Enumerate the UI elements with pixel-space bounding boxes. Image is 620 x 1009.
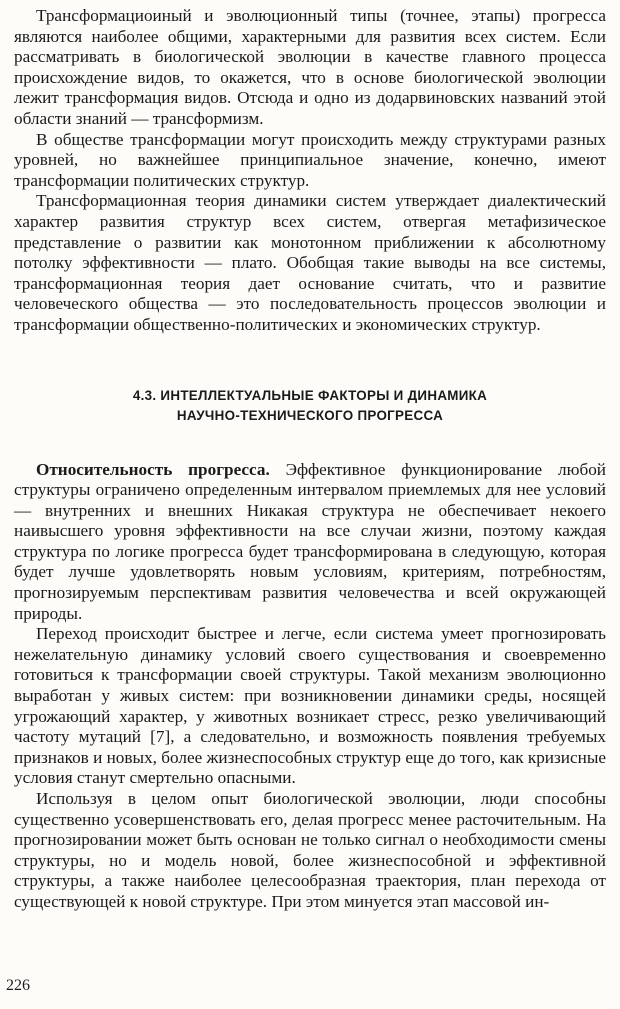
section-heading [14,386,606,426]
paragraph: Трансформационная теория динамики систем утверждает диалектический характер развития структур всех систем, отвергая метафизическое представление о развитии как монотонном приближении к абсолютному потолку эффективности — плато. Обобщая такие выводы на все системы, трансформационная теория дает основание считать, что и развитие человеческого общества — это последовательность процессов эволюции и трансформации общественно-политических и экономических структур. [14,191,606,334]
paragraph: Используя в целом опыт биологической эволюции, люди способны существенно усовершенствовать его, делая прогресс менее расточительным. На прогнозировании может быть основан не только сигнал о необходимости смены структуры, но и модель новой, более жизнеспособной и эффективной структуры, а также наиболее целесообразная траектория, план перехода от существующей к новой структуре. При этом минуется этап массовой ин- [14,789,606,911]
paragraph-text: Эффективное функционирование любой структуры ограничено определенным интервалом приемлемых для нее условий — внутренних и внешних Никакая структура не обеспечивает некоего наивысшего уровня эффективности на все случаи жизни, поэтому каждая структура по логике прогресса будет трансформирована в следующую, которая будет лучше удовлетворять новым условиям, критериям, потребностям, прогнозируемым перспективам развития человечества и всей окружающей природы. [14,459,606,623]
paragraph: Переход происходит быстрее и легче, если система умеет прогнозировать нежелательную динамику условий своего существования и своевременно готовиться к трансформации своей структуры. Такой механизм эволюционно выработан у живых систем: при возникновении динамики среды, носящей угрожающий характер, у животных возникает стресс, резко увеличивающий частоту мутаций [7], а следовательно, и возможность появления требуемых признаков и новых, более жизнеспособных структур еще до того, как кризисные условия станут смертельно опасными. [14,624,606,788]
paragraph [14,460,606,625]
heading-line-2: НАУЧНО-ТЕХНИЧЕСКОГО ПРОГРЕССА [176,407,444,423]
run-in-heading: Относительность прогресса. [36,459,270,479]
section-intro [14,6,606,336]
heading-line-1: 4.3. ИНТЕЛЛЕКТУАЛЬНЫЕ ФАКТОРЫ И ДИНАМИКА [132,387,488,403]
paragraph: В обществе трансформации могут происходить между структурами разных уровней, но важнейшее принципиальное значение, конечно, имеют трансформации политических структур. [14,129,606,190]
paragraph: Трансформациоиный и эволюционный типы (точнее, этапы) прогресса являются наиболее общими, характерными для развития всех систем. Если рассматривать в биологической эволюции в качестве главного процесса происхождение видов, то окажется, что в основе биологической эволюции лежит трансформация видов. Отсюда и одно из додарвиновских названий этой области знаний — трансформизм. [14,6,606,128]
page-number: 226 [6,977,30,994]
section-body [14,460,606,913]
